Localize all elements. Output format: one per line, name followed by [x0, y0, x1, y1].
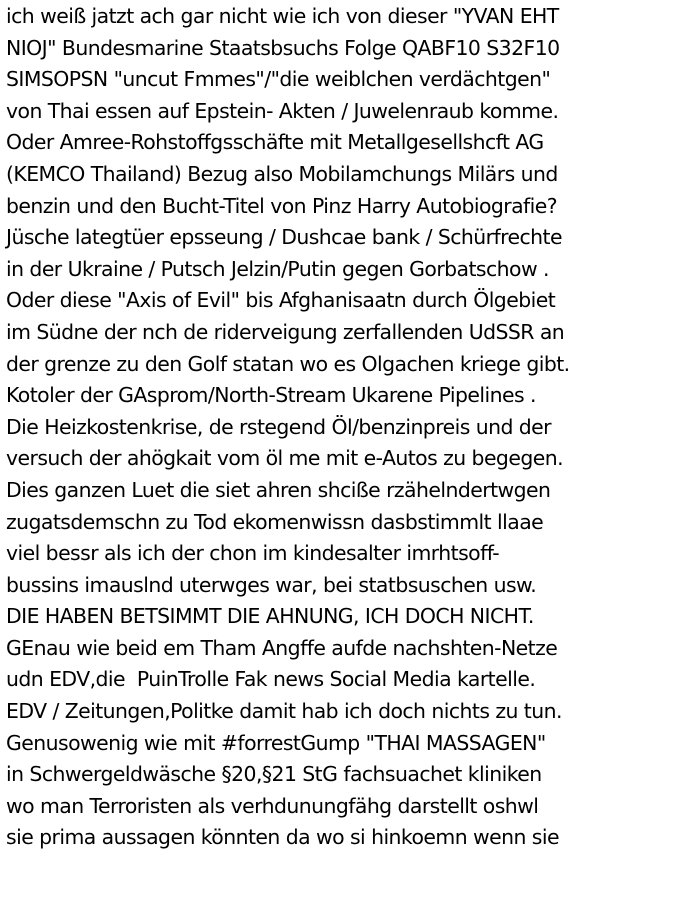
text-line: in Schwergeldwäsche §20,§21 StG fachsuachet kliniken: [6, 762, 542, 787]
text-line: in der Ukraine / Putsch Jelzin/Putin gegen Gorbatschow .: [6, 256, 549, 281]
text-line: versuch der ahögkait vom öl me mit e-Autos zu begegen.: [6, 446, 564, 471]
text-line: GEnau wie beid em Tham Angffe aufde nachshten-Netze: [6, 635, 558, 660]
text-line: ich weiß jatzt ach gar nicht wie ich von dieser "YVAN EHT: [6, 4, 559, 28]
text-line: benzin und den Bucht-Titel von Pinz Harry Autobiografie?: [6, 193, 558, 218]
text-line: (KEMCO Thailand) Bezug also Mobilamchungs Milärs und: [6, 161, 558, 186]
text-line: Oder diese "Axis of Evil" bis Afghanisaatn durch Ölgebiet: [6, 288, 556, 313]
text-line: udn EDV,die PuinTrolle Fak news Social Media kartelle.: [6, 667, 536, 692]
text-line: der grenze zu den Golf statan wo es Olgachen kriege gibt.: [6, 351, 570, 376]
text-line: bussins imauslnd uterwges war, bei statbsuschen usw.: [6, 572, 537, 597]
text-line: wo man Terroristen als verhdunungfähg darstellt oshwl: [6, 793, 539, 818]
text-line: DIE HABEN BETSIMMT DIE AHNUNG, ICH DOCH NICHT.: [6, 604, 534, 629]
text-line: Genusowenig wie mit #forrestGump "THAI MASSAGEN": [6, 730, 546, 755]
text-line: zugatsdemschn zu Tod ekomenwissn dasbstimmlt llaae: [6, 509, 544, 534]
text-line: Dies ganzen Luet die siet ahren shciße rzähelndertwgen: [6, 477, 551, 502]
text-line: im Südne der nch de riderveigung zerfallenden UdSSR an: [6, 319, 565, 344]
text-line: sie prima aussagen könnten da wo si hinkoemn wenn sie: [6, 825, 559, 850]
text-line: Jüsche lategtüer epsseung / Dushcae bank / Schürfrechte: [6, 225, 562, 250]
text-line: von Thai essen auf Epstein- Akten / Juwelenraub komme.: [6, 98, 559, 123]
text-line: viel bessr als ich der chon im kindesalter imrhtsoff-: [6, 541, 500, 566]
text-line: SIMSOPSN "uncut Fmmes"/"die weiblchen verdächtgen": [6, 67, 551, 92]
text-line: Kotoler der GAsprom/North-Stream Ukarene Pipelines .: [6, 383, 536, 408]
text-line: Die Heizkostenkrise, de rstegend Öl/benzinpreis und der: [6, 414, 551, 439]
document-text: [6, 1, 682, 854]
text-line: NIOJ" Bundesmarine Staatsbsuchs Folge QABF10 S32F10: [6, 35, 560, 60]
text-line: EDV / Zeitungen,Politke damit hab ich doch nichts zu tun.: [6, 699, 562, 724]
text-line: Oder Amree-Rohstoffgsschäfte mit Metallgesellshcft AG: [6, 130, 544, 155]
